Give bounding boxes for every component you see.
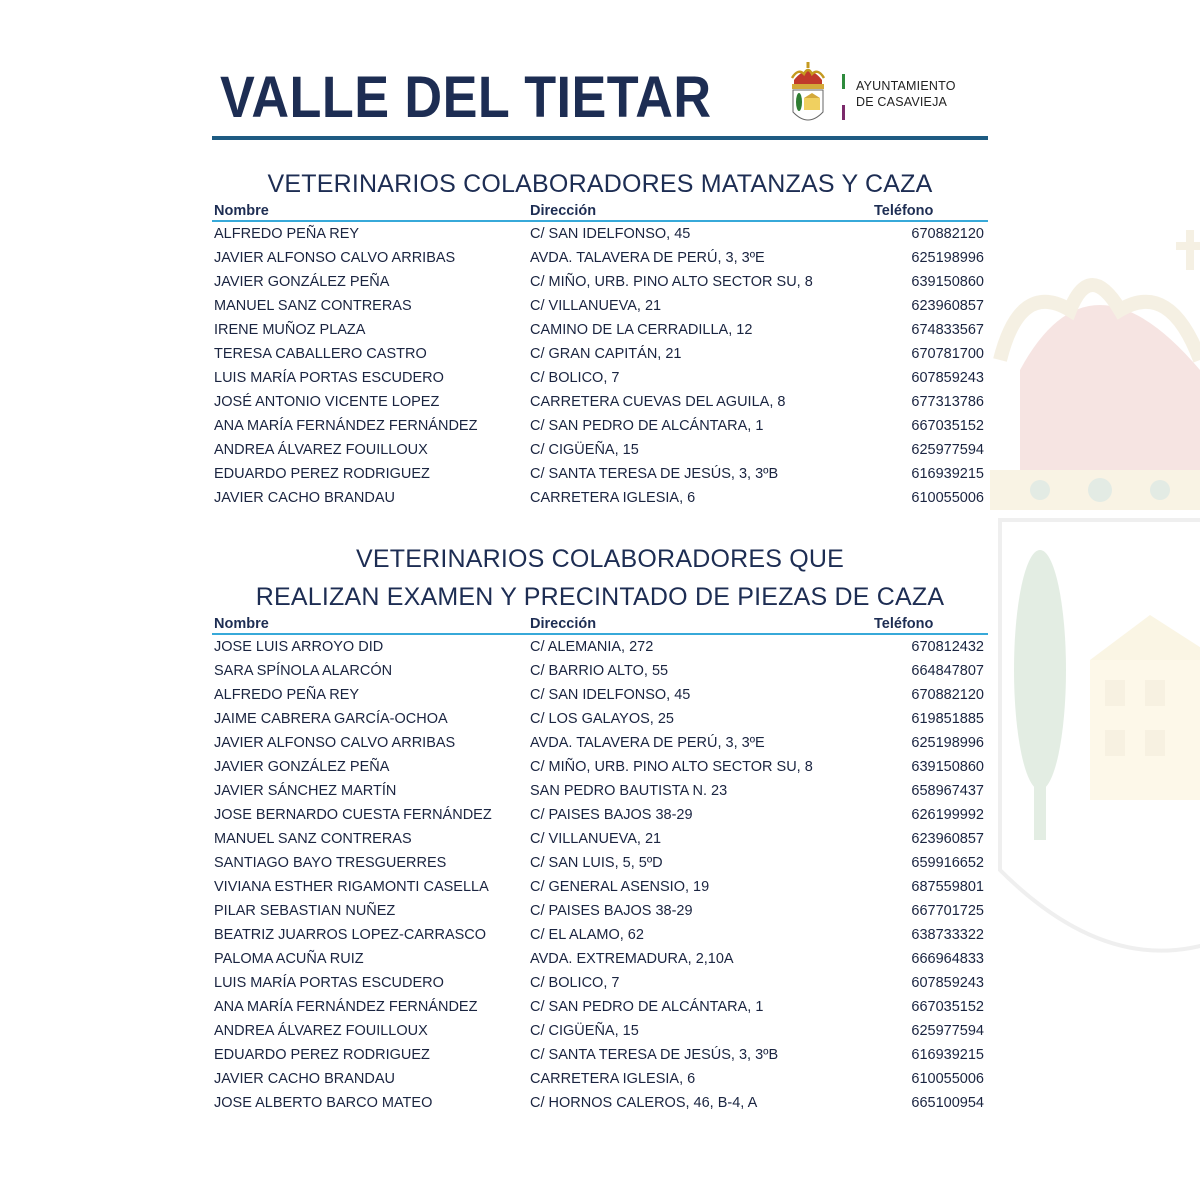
section-1-title: VETERINARIOS COLABORADORES MATANZAS Y CAZA [267,170,933,198]
section-2-table [212,616,988,1115]
vet-phone: 670882120 [911,687,984,703]
vet-phone: 667035152 [911,418,984,434]
vet-name: IRENE MUÑOZ PLAZA [214,322,366,338]
table-header-row [212,203,988,221]
vet-phone: 670812432 [911,639,984,655]
table-row [212,1043,988,1067]
vet-phone: 607859243 [911,370,984,386]
table-row [212,707,988,731]
vet-name: JAVIER ALFONSO CALVO ARRIBAS [214,250,456,266]
section-1-rows [212,221,988,510]
vet-phone: 670781700 [911,346,984,362]
table-row [212,318,988,342]
vet-name: EDUARDO PEREZ RODRIGUEZ [214,466,430,482]
vet-address: C/ VILLANUEVA, 21 [530,298,662,314]
section-matanzas-caza [212,165,988,510]
vet-name: JOSE ALBERTO BARCO MATEO [214,1095,433,1111]
vet-phone: 666964833 [911,951,984,967]
vet-address: C/ SAN PEDRO DE ALCÁNTARA, 1 [530,418,764,434]
coat-of-arms-watermark [960,220,1200,980]
column-header-address: Dirección [528,616,874,634]
table-row [212,755,988,779]
vet-phone: 667035152 [911,999,984,1015]
vet-address: CAMINO DE LA CERRADILLA, 12 [530,322,753,338]
table-row [212,390,988,414]
table-row [212,486,988,510]
table-row [212,923,988,947]
vet-phone: 610055006 [911,490,984,506]
vet-address: C/ ALEMANIA, 272 [530,639,654,655]
vet-address: C/ PAISES BAJOS 38-29 [530,903,693,919]
table-row [212,1067,988,1091]
vet-address: C/ MIÑO, URB. PINO ALTO SECTOR SU, 8 [530,759,813,775]
vet-phone: 610055006 [911,1071,984,1087]
vet-name: JAVIER CACHO BRANDAU [214,1071,396,1087]
section-2-title-line-1: VETERINARIOS COLABORADORES QUE [355,545,845,573]
vet-phone: 625977594 [911,442,984,458]
flag-stripes [842,74,845,120]
vet-name: VIVIANA ESTHER RIGAMONTI CASELLA [214,879,489,895]
vet-phone: 665100954 [911,1095,984,1111]
vet-name: ANA MARÍA FERNÁNDEZ FERNÁNDEZ [214,418,478,434]
vet-phone: 623960857 [911,298,984,314]
flag-purple-stripe [842,105,845,120]
vet-name: MANUEL SANZ CONTRERAS [214,298,412,314]
flag-white-stripe [842,89,845,104]
vet-phone: 639150860 [911,274,984,290]
vet-name: JAVIER ALFONSO CALVO ARRIBAS [214,735,456,751]
vet-address: C/ BOLICO, 7 [530,370,620,386]
vet-name: SANTIAGO BAYO TRESGUERRES [214,855,447,871]
ayuntamiento-line-1: AYUNTAMIENTO [856,79,956,93]
vet-name: LUIS MARÍA PORTAS ESCUDERO [214,975,444,991]
vet-address: CARRETERA CUEVAS DEL AGUILA, 8 [530,394,786,410]
vet-phone: 677313786 [911,394,984,410]
vet-phone: 670882120 [911,226,984,242]
ayuntamiento-logo [788,62,988,128]
column-header-address: Dirección [528,203,874,221]
vet-name: ANDREA ÁLVAREZ FOUILLOUX [214,442,428,458]
vet-address: C/ GENERAL ASENSIO, 19 [530,879,710,895]
header-divider [212,136,988,140]
table-row [212,366,988,390]
vet-address: AVDA. EXTREMADURA, 2,10A [530,951,734,967]
vet-address: CARRETERA IGLESIA, 6 [530,1071,696,1087]
table-row [212,1091,988,1115]
vet-address: SAN PEDRO BAUTISTA N. 23 [530,783,728,799]
table-row [212,899,988,923]
table-row [212,875,988,899]
table-row [212,462,988,486]
vet-address: C/ VILLANUEVA, 21 [530,831,662,847]
table-row [212,294,988,318]
vet-address: C/ SAN LUIS, 5, 5ºD [530,855,663,871]
vet-address: C/ SAN PEDRO DE ALCÁNTARA, 1 [530,999,764,1015]
vet-phone: 625198996 [911,735,984,751]
table-row [212,270,988,294]
vet-name: JOSE LUIS ARROYO DID [214,639,384,655]
table-row [212,438,988,462]
vet-address: C/ PAISES BAJOS 38-29 [530,807,693,823]
page-title: VALLE DEL TIETAR [220,65,712,130]
vet-address: C/ HORNOS CALEROS, 46, B-4, A [530,1095,758,1111]
table-row [212,779,988,803]
vet-address: AVDA. TALAVERA DE PERÚ, 3, 3ºE [530,735,765,751]
section-examen-precintado [212,540,988,1115]
vet-name: TERESA CABALLERO CASTRO [214,346,427,362]
vet-name: JAVIER CACHO BRANDAU [214,490,396,506]
column-header-name: Nombre [212,616,528,634]
table-row [212,803,988,827]
vet-address: C/ GRAN CAPITÁN, 21 [530,346,682,362]
vet-phone: 658967437 [911,783,984,799]
vet-name: BEATRIZ JUARROS LOPEZ-CARRASCO [214,927,487,943]
page-header [212,58,988,140]
vet-phone: 619851885 [911,711,984,727]
vet-address: CARRETERA IGLESIA, 6 [530,490,696,506]
vet-phone: 626199992 [911,807,984,823]
vet-name: MANUEL SANZ CONTRERAS [214,831,412,847]
vet-address: C/ BOLICO, 7 [530,975,620,991]
vet-phone: 664847807 [911,663,984,679]
vet-name: LUIS MARÍA PORTAS ESCUDERO [214,370,444,386]
ayuntamiento-line-2: DE CASAVIEJA [856,95,948,109]
table-row [212,1019,988,1043]
table-row [212,851,988,875]
table-row [212,971,988,995]
vet-address: C/ SAN IDELFONSO, 45 [530,226,691,242]
vet-address: C/ BARRIO ALTO, 55 [530,663,669,679]
table-row [212,731,988,755]
vet-phone: 674833567 [911,322,984,338]
vet-name: ALFREDO PEÑA REY [214,687,360,703]
vet-phone: 625198996 [911,250,984,266]
vet-name: JOSE BERNARDO CUESTA FERNÁNDEZ [214,807,492,823]
table-row [212,634,988,659]
vet-name: JAVIER GONZÁLEZ PEÑA [214,759,390,775]
vet-address: C/ CIGÜEÑA, 15 [530,1023,639,1039]
table-row [212,683,988,707]
vet-address: C/ SANTA TERESA DE JESÚS, 3, 3ºB [530,1047,779,1063]
vet-name: ANDREA ÁLVAREZ FOUILLOUX [214,1023,428,1039]
vet-phone: 659916652 [911,855,984,871]
vet-phone: 639150860 [911,759,984,775]
vet-address: C/ EL ALAMO, 62 [530,927,644,943]
vet-name: JAVIER SÁNCHEZ MARTÍN [214,783,397,799]
vet-name: PALOMA ACUÑA RUIZ [214,951,364,967]
casavieja-shield-icon [788,62,828,126]
vet-address: AVDA. TALAVERA DE PERÚ, 3, 3ºE [530,250,765,266]
column-header-phone: Teléfono [874,203,988,221]
table-row [212,995,988,1019]
vet-phone: 616939215 [911,466,984,482]
table-row [212,414,988,438]
vet-phone: 638733322 [911,927,984,943]
vet-phone: 687559801 [911,879,984,895]
vet-name: JAIME CABRERA GARCÍA-OCHOA [214,711,448,727]
vet-address: C/ MIÑO, URB. PINO ALTO SECTOR SU, 8 [530,274,813,290]
vet-address: C/ SANTA TERESA DE JESÚS, 3, 3ºB [530,466,779,482]
table-row [212,947,988,971]
table-row [212,659,988,683]
section-2-title-line-2: REALIZAN EXAMEN Y PRECINTADO DE PIEZAS DE CAZA [255,583,945,611]
section-1-table [212,203,988,510]
vet-phone: 616939215 [911,1047,984,1063]
table-row [212,827,988,851]
ayuntamiento-name [856,78,956,110]
table-row [212,246,988,270]
vet-name: JOSÉ ANTONIO VICENTE LOPEZ [214,394,440,410]
vet-address: C/ CIGÜEÑA, 15 [530,442,639,458]
vet-phone: 667701725 [911,903,984,919]
column-header-name: Nombre [212,203,528,221]
vet-phone: 625977594 [911,1023,984,1039]
vet-name: EDUARDO PEREZ RODRIGUEZ [214,1047,430,1063]
section-2-rows [212,634,988,1115]
vet-phone: 623960857 [911,831,984,847]
table-row [212,342,988,366]
vet-name: ANA MARÍA FERNÁNDEZ FERNÁNDEZ [214,999,478,1015]
vet-phone: 607859243 [911,975,984,991]
flag-green-stripe [842,74,845,89]
vet-name: ALFREDO PEÑA REY [214,226,360,242]
table-header-row [212,616,988,634]
vet-address: C/ LOS GALAYOS, 25 [530,711,674,727]
vet-address: C/ SAN IDELFONSO, 45 [530,687,691,703]
column-header-phone: Teléfono [874,616,988,634]
vet-name: JAVIER GONZÁLEZ PEÑA [214,274,390,290]
vet-name: PILAR SEBASTIAN NUÑEZ [214,903,396,919]
table-row [212,221,988,246]
vet-name: SARA SPÍNOLA ALARCÓN [214,663,393,679]
